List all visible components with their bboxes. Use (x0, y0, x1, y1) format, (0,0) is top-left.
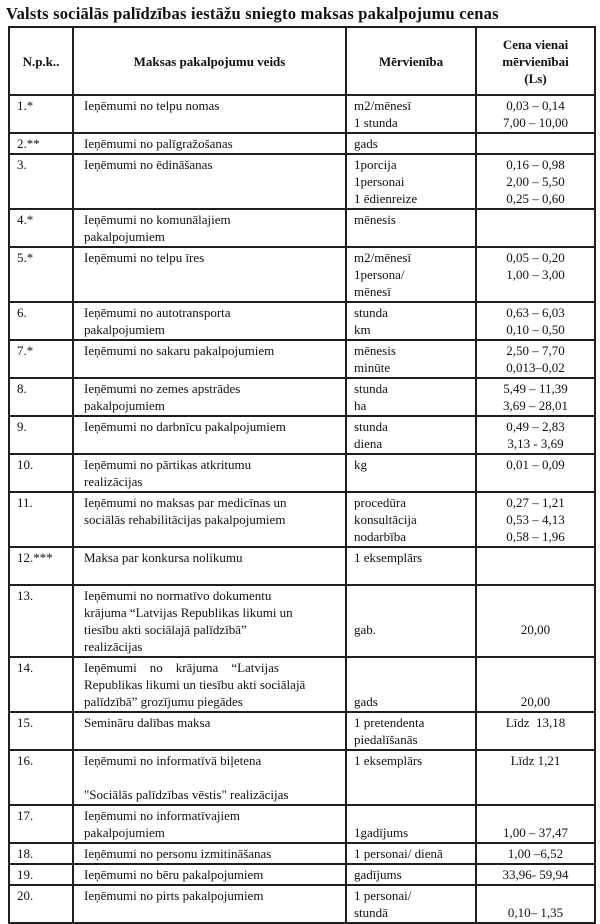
text-line: m2/mēnesī (354, 98, 412, 113)
table-row (9, 885, 595, 923)
cell-npk: 7.* (9, 340, 73, 378)
cell-unit (346, 154, 476, 209)
text-line: palīdzībā” grozījumu piegādes (84, 694, 243, 709)
cell-npk: 14. (9, 657, 73, 712)
table-row (9, 95, 595, 133)
cell-service (73, 805, 346, 843)
cell-npk: 16. (9, 750, 73, 805)
table-body (9, 95, 595, 923)
cell-service (73, 95, 346, 133)
text-line: stunda (354, 419, 388, 434)
text-line: ha (354, 398, 367, 413)
text-line (481, 887, 590, 904)
cell-service (73, 154, 346, 209)
text-line: 1,00 –6,52 (507, 846, 564, 861)
cell-price (476, 133, 595, 154)
cell-npk: 18. (9, 843, 73, 864)
cell-npk: 15. (9, 712, 73, 750)
text-line: Ieņēmumi no normatīvo dokumentu (84, 588, 272, 603)
text-line: 0,05 – 0,20 (506, 250, 565, 265)
text-line: 0,53 – 4,13 (506, 512, 565, 527)
cell-service (73, 209, 346, 247)
prices-table (8, 26, 596, 924)
text-line: 7,00 – 10,00 (503, 115, 568, 130)
text-line: 1persona/ (354, 267, 405, 282)
cell-price (476, 843, 595, 864)
text-line: minūte (354, 360, 391, 375)
cell-price (476, 585, 595, 657)
text-line: Semināru dalības maksa (84, 715, 211, 730)
text-line: 33,96- 59,94 (502, 867, 569, 882)
cell-npk: 11. (9, 492, 73, 547)
column-header-price (476, 27, 595, 95)
table-row (9, 864, 595, 885)
text-line: gadījums (354, 867, 402, 882)
text-line: Republikas likumi un tiesību akti sociālajā (84, 677, 306, 692)
cell-npk: 4.* (9, 209, 73, 247)
table-row (9, 843, 595, 864)
cell-npk: 2.** (9, 133, 73, 154)
table-row (9, 657, 595, 712)
text-line (84, 769, 341, 786)
text-line: (Ls) (524, 70, 547, 86)
text-line: mērvienībai (502, 53, 569, 69)
text-line: Ieņēmumi no krājuma “Latvijas (84, 660, 279, 675)
cell-price (476, 416, 595, 454)
text-line (354, 604, 471, 621)
text-line: Ieņēmumi no bēru pakalpojumiem (84, 867, 264, 882)
text-line: 0,013–0,02 (506, 360, 565, 375)
cell-unit (346, 416, 476, 454)
table-row (9, 378, 595, 416)
scanned-document-page (0, 4, 600, 920)
cell-price (476, 657, 595, 712)
text-line: 0,58 – 1,96 (506, 529, 565, 544)
cell-unit (346, 885, 476, 923)
cell-price (476, 302, 595, 340)
text-line: pakalpojumiem (84, 322, 165, 337)
text-line (481, 587, 590, 604)
text-line (481, 135, 590, 152)
table-row (9, 712, 595, 750)
text-line: 1 eksemplārs (354, 753, 423, 768)
cell-unit (346, 378, 476, 416)
cell-unit (346, 712, 476, 750)
cell-price (476, 864, 595, 885)
cell-npk: 5.* (9, 247, 73, 302)
table-row (9, 340, 595, 378)
cell-npk: 9. (9, 416, 73, 454)
table-row (9, 805, 595, 843)
text-line: mēnesis (354, 212, 396, 227)
text-line: 2,50 – 7,70 (506, 343, 565, 358)
text-line (354, 659, 471, 676)
text-line: 1personai (354, 174, 405, 189)
cell-price (476, 247, 595, 302)
text-line: 1gadījums (354, 825, 409, 840)
cell-price (476, 209, 595, 247)
text-line: sociālās rehabilitācijas pakalpojumiem (84, 512, 286, 527)
text-line: diena (354, 436, 383, 451)
text-line: Ieņēmumi no telpu īres (84, 250, 205, 265)
column-header-service (73, 27, 346, 95)
cell-npk: 12.*** (9, 547, 73, 585)
document-title: Valsts sociālās palīdzības iestāžu sniegto maksas pakalpojumu cenas (6, 4, 499, 23)
text-line: 3,13 - 3,69 (507, 436, 564, 451)
text-line: mēnesis (354, 343, 396, 358)
cell-npk: 17. (9, 805, 73, 843)
cell-unit (346, 492, 476, 547)
text-line: Ieņēmumi no ēdināšanas (84, 157, 213, 172)
text-line: konsultācija (354, 512, 417, 527)
cell-npk: 19. (9, 864, 73, 885)
table-row (9, 750, 595, 805)
text-line: Cena vienai (502, 36, 569, 52)
text-line: realizācijas (84, 474, 143, 489)
text-line: stundā (354, 905, 388, 920)
text-line: Ieņēmumi no komunālajiem (84, 212, 231, 227)
text-line: 1,00 – 37,47 (503, 825, 568, 840)
cell-price (476, 547, 595, 585)
cell-unit (346, 805, 476, 843)
cell-service (73, 378, 346, 416)
cell-service (73, 302, 346, 340)
cell-service (73, 547, 346, 585)
text-line: 20,00 (520, 694, 551, 709)
text-line: stunda (354, 381, 388, 396)
table-row (9, 302, 595, 340)
text-line: pakalpojumiem (84, 398, 165, 413)
cell-price (476, 154, 595, 209)
cell-unit (346, 843, 476, 864)
cell-service (73, 133, 346, 154)
cell-npk: 8. (9, 378, 73, 416)
cell-service (73, 864, 346, 885)
text-line: Ieņēmumi no palīgražošanas (84, 136, 233, 151)
cell-service (73, 340, 346, 378)
text-line (481, 676, 590, 693)
cell-unit (346, 340, 476, 378)
text-line: 2,00 – 5,50 (506, 174, 565, 189)
text-line (481, 211, 590, 228)
table-row (9, 454, 595, 492)
cell-unit (346, 454, 476, 492)
text-line: Līdz 1,21 (510, 753, 561, 768)
cell-unit (346, 585, 476, 657)
column-header-unit (346, 27, 476, 95)
text-line: 0,49 – 2,83 (506, 419, 565, 434)
table-header-row (9, 27, 595, 95)
text-line: Ieņēmumi no telpu nomas (84, 98, 220, 113)
cell-unit (346, 209, 476, 247)
text-line: Ieņēmumi no zemes apstrādes (84, 381, 241, 396)
text-line: 1 personai/ dienā (354, 846, 443, 861)
text-line: 1porcija (354, 157, 397, 172)
text-line: "Sociālās palīdzības vēstis" realizācijas (84, 787, 289, 802)
text-line: Ieņēmumi no sakaru pakalpojumiem (84, 343, 275, 358)
cell-npk: 10. (9, 454, 73, 492)
text-line (354, 587, 471, 604)
cell-price (476, 712, 595, 750)
table-row (9, 247, 595, 302)
table-row (9, 209, 595, 247)
text-line (354, 807, 471, 824)
text-line: 1 ēdienreize (354, 191, 418, 206)
text-line: gab. (354, 622, 377, 637)
text-line: kg (354, 457, 367, 472)
text-line: pakalpojumiem (84, 825, 165, 840)
text-line: gads (354, 136, 378, 151)
cell-price (476, 885, 595, 923)
table-row (9, 416, 595, 454)
column-header-npk (9, 27, 73, 95)
text-line (481, 604, 590, 621)
text-line: Ieņēmumi no darbnīcu pakalpojumiem (84, 419, 286, 434)
text-line: 1,00 – 3,00 (506, 267, 565, 282)
table-row (9, 492, 595, 547)
text-line: 20,00 (520, 622, 551, 637)
text-line: Ieņēmumi no autotransporta (84, 305, 231, 320)
cell-service (73, 492, 346, 547)
cell-npk: 6. (9, 302, 73, 340)
table-row (9, 154, 595, 209)
cell-price (476, 454, 595, 492)
text-line: pakalpojumiem (84, 229, 165, 244)
text-line: Mērvienība (378, 53, 444, 69)
text-line: 1 pretendenta (354, 715, 425, 730)
text-line: 1 stunda (354, 115, 398, 130)
cell-unit (346, 864, 476, 885)
text-line (481, 549, 590, 566)
cell-npk: 1.* (9, 95, 73, 133)
cell-price (476, 95, 595, 133)
text-line (481, 807, 590, 824)
text-line: Ieņēmumi no informatīvā biļetena (84, 753, 262, 768)
table-row (9, 547, 595, 585)
text-line: nodarbība (354, 529, 406, 544)
cell-unit (346, 133, 476, 154)
text-line: Ieņēmumi no informatīvajiem (84, 808, 240, 823)
text-line: 0,63 – 6,03 (506, 305, 565, 320)
text-line: N.p.k.. (22, 53, 60, 69)
cell-npk: 13. (9, 585, 73, 657)
text-line (481, 659, 590, 676)
cell-service (73, 843, 346, 864)
table-row (9, 133, 595, 154)
cell-service (73, 416, 346, 454)
text-line: stunda (354, 305, 388, 320)
text-line: 0,25 – 0,60 (506, 191, 565, 206)
cell-price (476, 492, 595, 547)
text-line: tiesību akti sociālajā palīdzībā” (84, 622, 247, 637)
cell-service (73, 750, 346, 805)
text-line: Līdz 13,18 (505, 715, 566, 730)
text-line: 0,10– 1,35 (507, 905, 564, 920)
cell-npk: 20. (9, 885, 73, 923)
text-line: 1 personai/ (354, 888, 412, 903)
text-line: Ieņēmumi no pārtikas atkritumu (84, 457, 252, 472)
text-line (354, 676, 471, 693)
text-line: m2/mēnesī (354, 250, 412, 265)
table-row (9, 585, 595, 657)
text-line: krājuma “Latvijas Republikas likumi un (84, 605, 293, 620)
text-line: Maksa par konkursa nolikumu (84, 550, 243, 565)
cell-unit (346, 247, 476, 302)
text-line: 0,16 – 0,98 (506, 157, 565, 172)
cell-price (476, 378, 595, 416)
cell-service (73, 585, 346, 657)
cell-service (73, 657, 346, 712)
text-line: procedūra (354, 495, 406, 510)
text-line (84, 566, 341, 583)
text-line: 0,03 – 0,14 (506, 98, 565, 113)
text-line: 3,69 – 28,01 (503, 398, 568, 413)
text-line: Maksas pakalpojumu veids (133, 53, 286, 69)
text-line: 1 eksemplārs (354, 550, 423, 565)
cell-price (476, 340, 595, 378)
text-line: Ieņēmumi no personu izmitināšanas (84, 846, 272, 861)
text-line: km (354, 322, 371, 337)
cell-unit (346, 95, 476, 133)
cell-unit (346, 657, 476, 712)
text-line: Ieņēmumi no pirts pakalpojumiem (84, 888, 264, 903)
text-line: gads (354, 694, 378, 709)
text-line: 0,01 – 0,09 (506, 457, 565, 472)
cell-unit (346, 750, 476, 805)
text-line: realizācijas (84, 639, 143, 654)
cell-unit (346, 302, 476, 340)
text-line: mēnesī (354, 284, 391, 299)
cell-service (73, 885, 346, 923)
text-line: 5,49 – 11,39 (503, 381, 568, 396)
cell-service (73, 247, 346, 302)
cell-price (476, 805, 595, 843)
cell-price (476, 750, 595, 805)
text-line: Ieņēmumi no maksas par medicīnas un (84, 495, 287, 510)
cell-unit (346, 547, 476, 585)
text-line: piedalīšanās (354, 732, 418, 747)
cell-service (73, 454, 346, 492)
text-line: 0,10 – 0,50 (506, 322, 565, 337)
text-line: 0,27 – 1,21 (506, 495, 565, 510)
cell-npk: 3. (9, 154, 73, 209)
cell-service (73, 712, 346, 750)
